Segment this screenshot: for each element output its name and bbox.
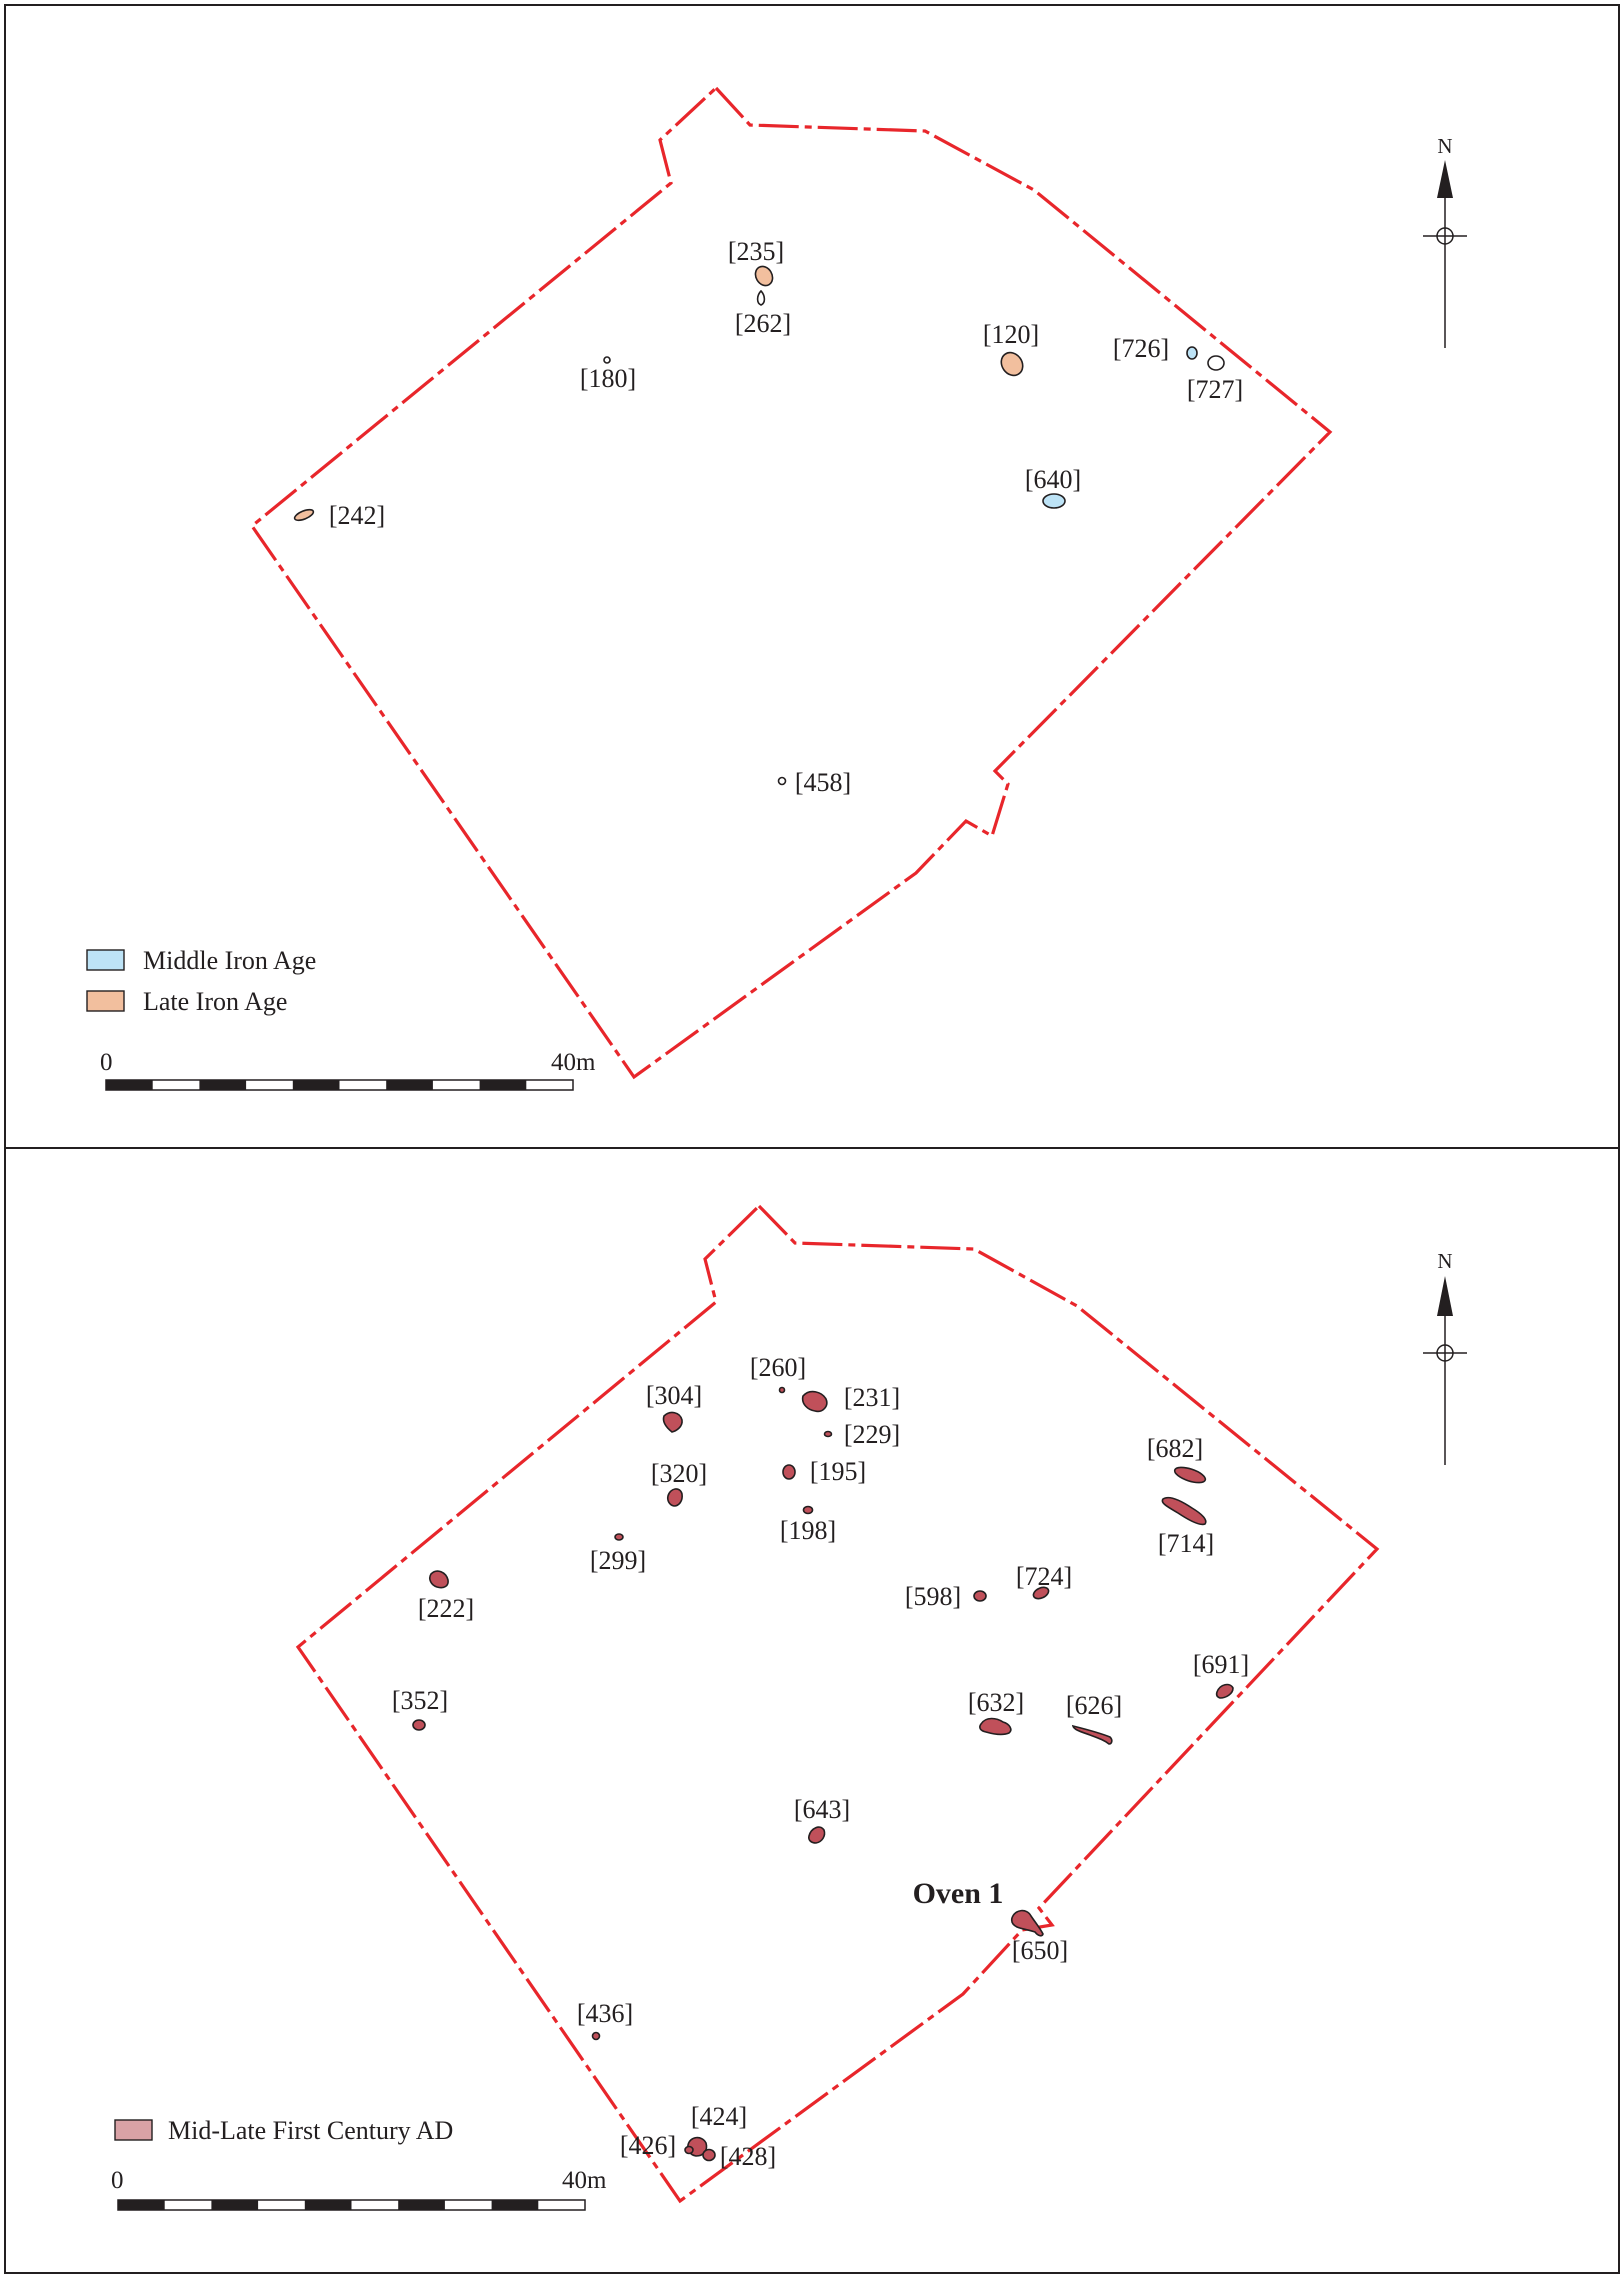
feature-shape [974, 1591, 986, 1601]
feature-shape [413, 1720, 425, 1730]
feature-shape [803, 1392, 827, 1412]
feature-shape [809, 1827, 825, 1843]
feature-label: [726] [1112, 334, 1170, 363]
scale-start-label: 0 [111, 2167, 124, 2194]
north-label: N [1437, 1249, 1453, 1273]
legend [87, 946, 316, 1016]
feature-label: [436] [576, 1999, 634, 2028]
feature-label: [180] [579, 364, 637, 393]
feature-320 [651, 1459, 707, 1506]
feature-label: [222] [417, 1594, 475, 1623]
feature-299 [590, 1534, 646, 1575]
feature-650 [913, 1877, 1069, 1965]
feature-shape [752, 263, 776, 288]
feature-shape [615, 1534, 623, 1540]
feature-label: [428] [719, 2142, 777, 2171]
oven-1-label: Oven 1 [912, 1877, 1004, 1910]
legend-label-middle-iron-age: Middle Iron Age [143, 946, 317, 975]
feature-label: [231] [843, 1383, 901, 1412]
feature-229 [825, 1420, 901, 1449]
feature-label: [262] [734, 309, 792, 338]
feature-714 [1158, 1498, 1214, 1558]
excavation-boundary [298, 1206, 1377, 2201]
feature-label: [632] [967, 1688, 1025, 1717]
feature-shape [825, 1432, 832, 1437]
feature-shape [1043, 494, 1065, 508]
feature-shape [664, 1413, 683, 1432]
feature-shape [997, 348, 1027, 379]
feature-label: [727] [1186, 375, 1244, 404]
feature-label: [626] [1065, 1691, 1123, 1720]
north-arrow-icon [1423, 134, 1467, 348]
legend-swatch-mid-late-first-century-ad [115, 2120, 152, 2140]
feature-label: [640] [1024, 465, 1082, 494]
panel-first-century [5, 1148, 1619, 2273]
feature-label: [714] [1157, 1529, 1215, 1558]
feature-label: [643] [793, 1795, 851, 1824]
feature-shape [604, 357, 610, 363]
feature-120 [983, 320, 1039, 380]
feature-222 [418, 1571, 474, 1623]
legend [115, 2116, 453, 2145]
feature-198 [780, 1507, 836, 1546]
feature-label: [724] [1015, 1562, 1073, 1591]
feature-shape [1208, 356, 1224, 370]
feature-label: [242] [328, 501, 386, 530]
panel-iron-age [5, 5, 1619, 1148]
feature-label: [352] [391, 1686, 449, 1715]
legend-swatch-late-iron-age [87, 991, 124, 1011]
feature-shape [1012, 1911, 1043, 1936]
feature-shape [1073, 1726, 1112, 1744]
scale-bar [100, 1049, 596, 1090]
feature-label: [424] [690, 2102, 748, 2131]
feature-label: [458] [794, 768, 852, 797]
feature-shape [758, 291, 765, 305]
feature-242 [293, 501, 385, 530]
scale-bar [111, 2167, 607, 2210]
feature-shape [1162, 1498, 1205, 1525]
scale-end-label: 40m [551, 1049, 596, 1076]
feature-428 [703, 2142, 776, 2171]
feature-shape [593, 2033, 600, 2040]
feature-label: [198] [779, 1516, 837, 1545]
feature-shape [293, 508, 315, 523]
feature-458 [779, 768, 852, 797]
feature-shape [779, 778, 786, 785]
feature-shape [430, 1571, 448, 1588]
feature-label: [299] [589, 1546, 647, 1575]
feature-352 [392, 1686, 448, 1730]
feature-262 [735, 291, 791, 338]
feature-304 [646, 1381, 702, 1432]
legend-label-mid-late-first-century-ad: Mid-Late First Century AD [168, 2116, 454, 2145]
feature-436 [577, 1999, 633, 2040]
feature-632 [968, 1688, 1024, 1735]
feature-724 [1016, 1562, 1072, 1601]
feature-label: [120] [982, 320, 1040, 349]
feature-label: [691] [1192, 1650, 1250, 1679]
feature-shape [783, 1465, 795, 1479]
north-label: N [1437, 134, 1453, 158]
legend-swatch-middle-iron-age [87, 950, 124, 970]
feature-label: [682] [1146, 1434, 1204, 1463]
feature-label: [426] [619, 2131, 677, 2160]
feature-691 [1193, 1650, 1249, 1698]
feature-label: [260] [749, 1353, 807, 1382]
feature-label: [598] [904, 1582, 962, 1611]
feature-shape [780, 1388, 785, 1393]
scale-start-label: 0 [100, 1049, 113, 1076]
feature-shape [980, 1719, 1011, 1735]
feature-231 [803, 1383, 901, 1412]
feature-shape [1187, 347, 1197, 359]
feature-426 [620, 2131, 693, 2160]
feature-shape [1173, 1464, 1207, 1485]
feature-260 [750, 1353, 806, 1393]
legend-label-late-iron-age: Late Iron Age [143, 987, 288, 1016]
feature-195 [783, 1457, 866, 1486]
panel-frame [5, 5, 1619, 1148]
feature-label: [235] [727, 237, 785, 266]
feature-726 [1113, 334, 1197, 363]
feature-626 [1066, 1691, 1122, 1744]
feature-shape [703, 2150, 715, 2161]
feature-shape [685, 2147, 693, 2154]
feature-598 [905, 1582, 986, 1611]
feature-235 [728, 237, 784, 289]
feature-682 [1147, 1434, 1207, 1486]
feature-label: [195] [809, 1457, 867, 1486]
feature-label: [304] [645, 1381, 703, 1410]
feature-label: [229] [843, 1420, 901, 1449]
feature-727 [1187, 356, 1243, 404]
feature-label: [650] [1011, 1936, 1069, 1965]
scale-end-label: 40m [562, 2167, 607, 2194]
feature-label: [320] [650, 1459, 708, 1488]
feature-shape [668, 1489, 682, 1506]
north-arrow-icon [1423, 1249, 1467, 1465]
feature-shape [804, 1507, 813, 1514]
feature-shape [1217, 1685, 1233, 1698]
feature-640 [1025, 465, 1081, 508]
feature-643 [794, 1795, 850, 1843]
excavation-boundary [252, 88, 1330, 1077]
feature-180 [580, 357, 636, 393]
